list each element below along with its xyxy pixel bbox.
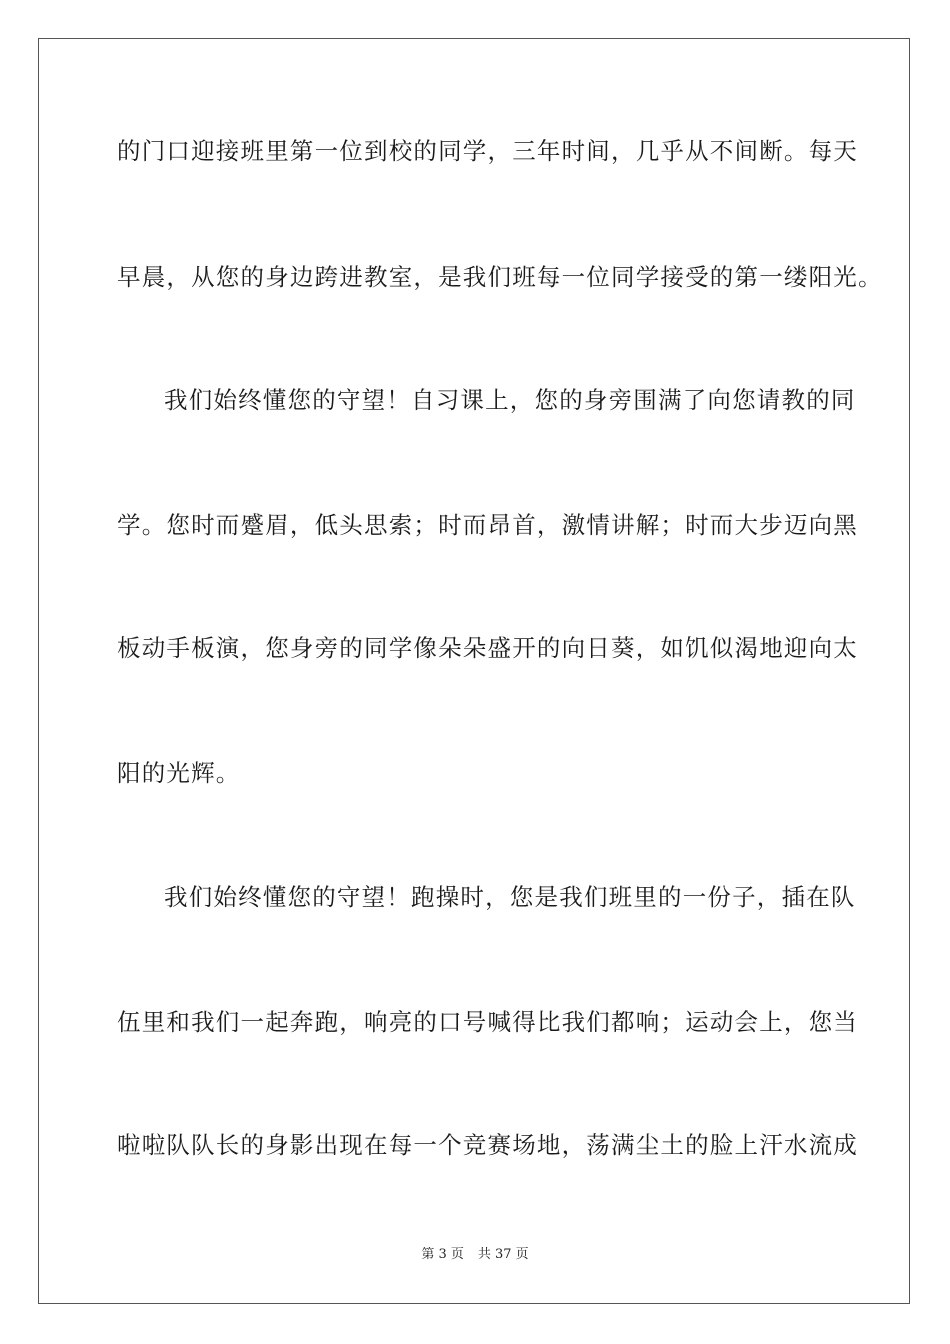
page-footer xyxy=(0,1246,950,1264)
body-text-line: 早晨，从您的身边跨进教室，是我们班每一位同学接受的第一缕阳光。 xyxy=(117,263,883,291)
body-text-line: 伍里和我们一起奔跑，响亮的口号喊得比我们都响；运动会上，您当 xyxy=(117,1008,858,1036)
paragraph-start-line: 我们始终懂您的守望！跑操时，您是我们班里的一份子，插在队 xyxy=(164,883,856,911)
page-number: 第 3 页 xyxy=(421,1247,464,1262)
body-text-line: 阳的光辉。 xyxy=(117,759,241,787)
body-text-line: 啦啦队队长的身影出现在每一个竞赛场地，荡满尘土的脸上汗水流成 xyxy=(117,1131,858,1159)
paragraph-start-line: 我们始终懂您的守望！自习课上，您的身旁围满了向您请教的同 xyxy=(164,386,856,414)
body-text-line: 学。您时而蹙眉，低头思索；时而昂首，激情讲解；时而大步迈向黑 xyxy=(117,511,858,539)
body-text-line: 的门口迎接班里第一位到校的同学，三年时间，几乎从不间断。每天 xyxy=(117,137,858,165)
body-text-line: 板动手板演，您身旁的同学像朵朵盛开的向日葵，如饥似渴地迎向太 xyxy=(117,634,858,662)
total-pages: 共 37 页 xyxy=(477,1247,529,1262)
page-frame xyxy=(38,38,910,1304)
